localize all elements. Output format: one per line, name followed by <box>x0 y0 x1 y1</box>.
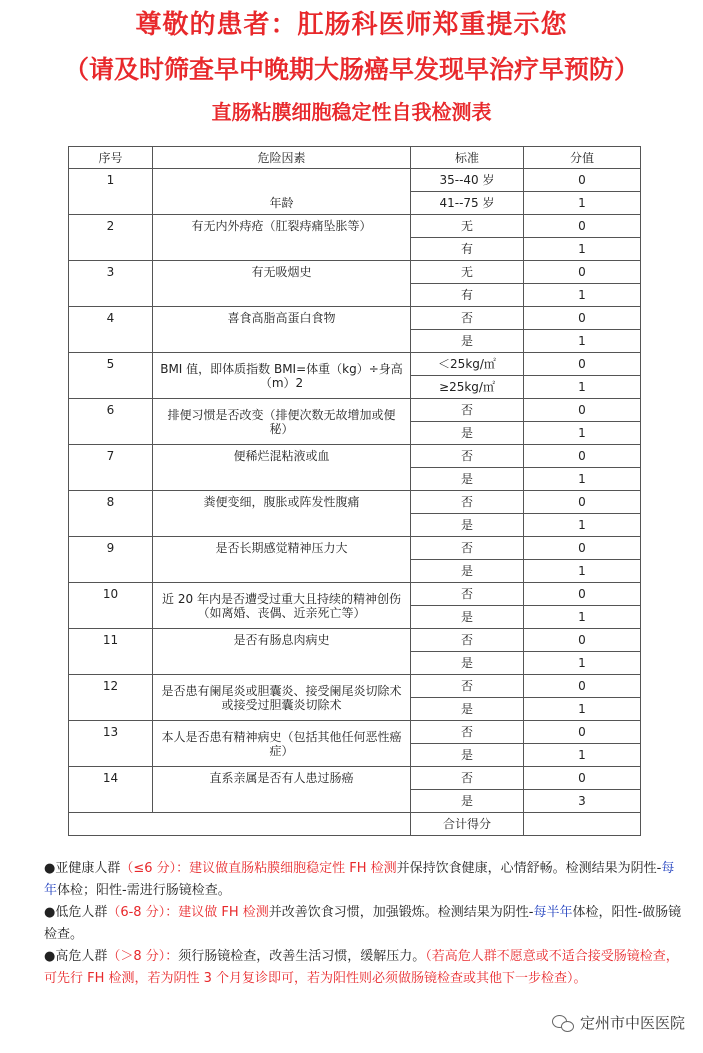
table-row <box>69 583 641 606</box>
score-cell: 1 <box>524 514 641 537</box>
standard-cell: 是 <box>411 790 524 813</box>
standard-cell: 是 <box>411 744 524 767</box>
score-cell: 0 <box>524 261 641 284</box>
score-cell: 1 <box>524 652 641 675</box>
risk-factor: BMI 值，即体质指数 BMI=体重（kg）÷身高（m）2 <box>153 353 411 399</box>
note-high-risk <box>44 946 684 990</box>
score-cell: 0 <box>524 215 641 238</box>
table-row <box>69 629 641 652</box>
risk-factor: 有无内外痔疮（肛裂痔痛坠胀等） <box>153 215 411 261</box>
note-text: 体检，阳性-做肠镜检查。 <box>44 905 682 942</box>
standard-cell: 否 <box>411 445 524 468</box>
score-cell: 1 <box>524 560 641 583</box>
page-title: 尊敬的患者：肛肠科医师郑重提示您 <box>135 10 568 40</box>
table-body <box>69 169 641 836</box>
risk-factor: 有无吸烟史 <box>153 261 411 307</box>
risk-factor: 是否患有阑尾炎或胆囊炎、接受阑尾炎切除术或接受过胆囊炎切除术 <box>153 675 411 721</box>
standard-cell: 是 <box>411 422 524 445</box>
table-header-row <box>69 147 641 169</box>
score-cell: 0 <box>524 353 641 376</box>
note-text: 须行肠镜检查，改善生活习惯，缓解压力。 <box>178 949 426 964</box>
risk-factor: 近 20 年内是否遭受过重大且持续的精神创伤（如离婚、丧偶、近亲死亡等） <box>153 583 411 629</box>
table-row <box>69 537 641 560</box>
table-row <box>69 675 641 698</box>
standard-cell: 否 <box>411 537 524 560</box>
row-number: 2 <box>69 215 153 261</box>
table-row <box>69 261 641 284</box>
note-text: 并保持饮食健康，心情舒畅。检测结果为阴性- <box>396 861 662 876</box>
header-standard: 标准 <box>411 147 524 169</box>
standard-cell: 35--40 岁 <box>411 169 524 192</box>
score-cell: 1 <box>524 376 641 399</box>
standard-cell: 否 <box>411 675 524 698</box>
standard-cell: 是 <box>411 652 524 675</box>
standard-cell: 否 <box>411 399 524 422</box>
header-factor: 危险因素 <box>153 147 411 169</box>
standard-cell: 是 <box>411 330 524 353</box>
page-subtitle: （请及时筛查早中晚期大肠癌早发现早治疗早预防） <box>63 55 639 84</box>
total-row <box>69 813 641 836</box>
note-range: （6-8 分）：建议做 FH 检测 <box>107 905 269 920</box>
risk-table <box>68 146 641 836</box>
row-number: 9 <box>69 537 153 583</box>
standard-cell: 是 <box>411 468 524 491</box>
note-range: （≤6 分）：建议做直肠粘膜细胞稳定性 FH 检测 <box>120 861 397 876</box>
risk-factor: 便稀烂混粘液或血 <box>153 445 411 491</box>
risk-factor: 是否有肠息肉病史 <box>153 629 411 675</box>
score-cell: 0 <box>524 767 641 790</box>
row-number: 14 <box>69 767 153 813</box>
header-num: 序号 <box>69 147 153 169</box>
risk-factor: 本人是否患有精神病史（包括其他任何恶性癌症） <box>153 721 411 767</box>
standard-cell: 无 <box>411 261 524 284</box>
table-row <box>69 445 641 468</box>
risk-factor: 年龄 <box>153 169 411 215</box>
total-label: 合计得分 <box>411 813 524 836</box>
score-cell: 1 <box>524 192 641 215</box>
table-row <box>69 767 641 790</box>
score-cell: 1 <box>524 238 641 261</box>
row-number: 12 <box>69 675 153 721</box>
score-cell: 0 <box>524 721 641 744</box>
standard-cell: 41--75 岁 <box>411 192 524 215</box>
row-number: 11 <box>69 629 153 675</box>
note-highlight: 每年 <box>44 861 675 898</box>
row-number: 8 <box>69 491 153 537</box>
score-cell: 0 <box>524 445 641 468</box>
note-low-risk <box>44 902 684 946</box>
table-row <box>69 215 641 238</box>
score-cell: 1 <box>524 744 641 767</box>
header-score: 分值 <box>524 147 641 169</box>
table-row <box>69 169 641 192</box>
score-cell: 0 <box>524 583 641 606</box>
score-cell: 0 <box>524 491 641 514</box>
table-title: 直肠粘膜细胞稳定性自我检测表 <box>211 100 492 124</box>
total-empty <box>69 813 153 836</box>
standard-cell: 否 <box>411 583 524 606</box>
score-cell: 0 <box>524 537 641 560</box>
wechat-icon <box>552 1015 574 1031</box>
note-bullet: ●高危人群 <box>44 949 108 964</box>
standard-cell: ≥25kg/㎡ <box>411 376 524 399</box>
risk-factor: 是否长期感觉精神压力大 <box>153 537 411 583</box>
note-red-detail: （若高危人群不愿意或不适合接受肠镜检查，可先行 FH 检测，若为阴性 3 个月复诊即可，若为阳性则必须做肠镜检查或其他下一步检查）。 <box>44 949 679 986</box>
score-cell: 0 <box>524 675 641 698</box>
total-empty <box>153 813 411 836</box>
row-number: 3 <box>69 261 153 307</box>
risk-factor: 直系亲属是否有人患过肠癌 <box>153 767 411 813</box>
score-cell: 0 <box>524 399 641 422</box>
standard-cell: 否 <box>411 491 524 514</box>
standard-cell: 是 <box>411 514 524 537</box>
score-cell: 0 <box>524 629 641 652</box>
notes-section <box>44 858 684 990</box>
standard-cell: 否 <box>411 629 524 652</box>
row-number: 13 <box>69 721 153 767</box>
score-cell: 0 <box>524 169 641 192</box>
note-text: 并改善饮食习惯，加强锻炼。检测结果为阴性- <box>268 905 534 920</box>
watermark <box>552 1012 685 1033</box>
standard-cell: 否 <box>411 767 524 790</box>
standard-cell: 否 <box>411 721 524 744</box>
row-number: 6 <box>69 399 153 445</box>
standard-cell: 无 <box>411 215 524 238</box>
row-number: 4 <box>69 307 153 353</box>
score-cell: 1 <box>524 698 641 721</box>
table-row <box>69 491 641 514</box>
note-bullet: ●亚健康人群 <box>44 861 121 876</box>
note-subhealth <box>44 858 684 902</box>
standard-cell: 有 <box>411 238 524 261</box>
note-range: （＞8 分）： <box>107 949 179 964</box>
standard-cell: 是 <box>411 560 524 583</box>
standard-cell: 是 <box>411 606 524 629</box>
risk-factor: 喜食高脂高蛋白食物 <box>153 307 411 353</box>
table-row <box>69 721 641 744</box>
note-bullet: ●低危人群 <box>44 905 108 920</box>
note-text: 体检；阳性-需进行肠镜检查。 <box>57 883 231 898</box>
row-number: 10 <box>69 583 153 629</box>
row-number: 7 <box>69 445 153 491</box>
score-cell: 1 <box>524 284 641 307</box>
standard-cell: ＜25kg/㎡ <box>411 353 524 376</box>
total-score <box>524 813 641 836</box>
table-row <box>69 353 641 376</box>
score-cell: 1 <box>524 422 641 445</box>
risk-factor: 排便习惯是否改变（排便次数无故增加或便秘） <box>153 399 411 445</box>
score-cell: 1 <box>524 606 641 629</box>
risk-factor: 粪便变细，腹胀或阵发性腹痛 <box>153 491 411 537</box>
score-cell: 3 <box>524 790 641 813</box>
standard-cell: 有 <box>411 284 524 307</box>
note-highlight: 每半年 <box>533 905 573 920</box>
score-cell: 1 <box>524 468 641 491</box>
standard-cell: 是 <box>411 698 524 721</box>
standard-cell: 否 <box>411 307 524 330</box>
score-cell: 1 <box>524 330 641 353</box>
table-row <box>69 307 641 330</box>
row-number: 1 <box>69 169 153 215</box>
row-number: 5 <box>69 353 153 399</box>
table-row <box>69 399 641 422</box>
score-cell: 0 <box>524 307 641 330</box>
watermark-text: 定州市中医医院 <box>579 1014 685 1032</box>
